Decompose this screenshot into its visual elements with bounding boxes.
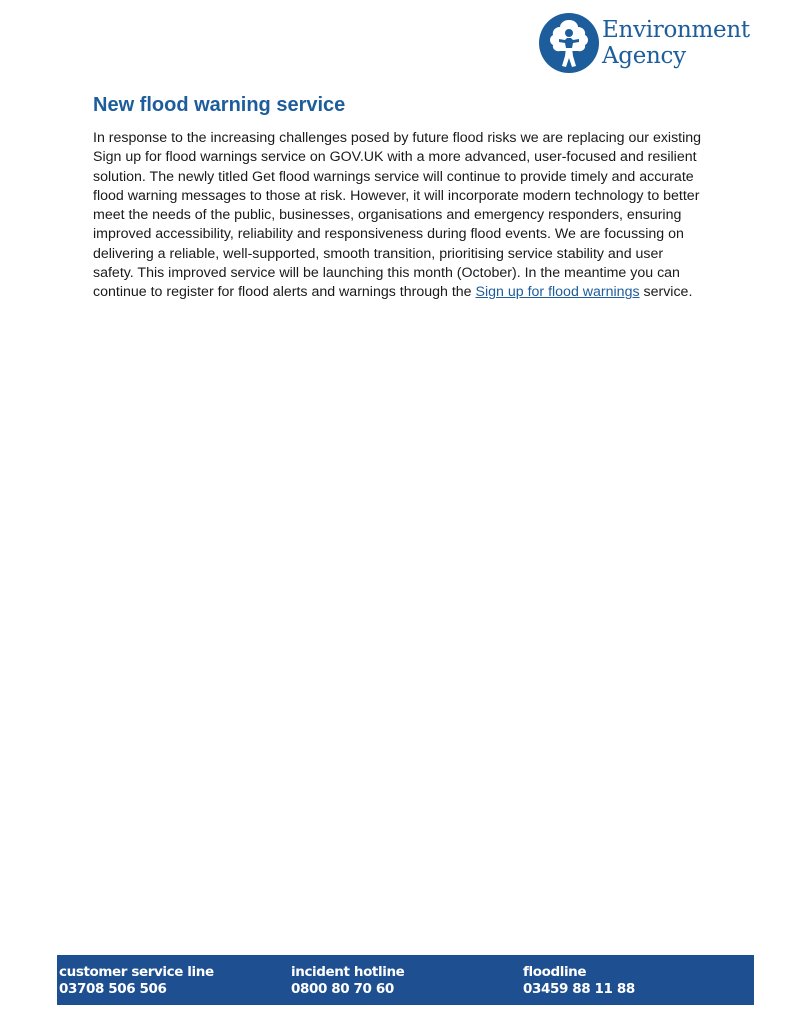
contact-floodline: [523, 964, 635, 998]
environment-agency-logo: [538, 12, 758, 78]
contact-footer: [57, 955, 754, 1005]
contact-label: floodline: [523, 964, 587, 980]
contact-customer-service: [59, 964, 214, 998]
paragraph-text: In response to the increasing challenges posed by future flood risks we are replacing our existing Sign up for flood warnings service on GOV.UK with a more advanced, user-focused and resilient solution. The newly titled Get flood warnings service will continue to provide timely and accurate flood warning messages to those at risk. However, it will incorporate modern technology to better meet the needs of the public, businesses, organisations and emergency responders, ensuring improved accessibility, reliability and responsiveness during flood events. We are focussing on delivering a reliable, well-supported, smooth transition, prioritising service stability and user safety. This improved service will be launching this month (October). In the meantime you can continue to register for flood alerts and warnings through the: [93, 130, 702, 301]
logo-name-line2: Agency: [602, 43, 686, 69]
tree-figure-icon: [538, 12, 600, 74]
contact-number: 03459 88 11 88: [523, 981, 635, 997]
contact-number: 03708 506 506: [59, 981, 167, 997]
contact-incident-hotline: [291, 964, 404, 998]
contact-label: incident hotline: [291, 964, 405, 980]
sign-up-link[interactable]: Sign up for flood warnings: [475, 284, 640, 301]
page-title: New flood warning service: [93, 94, 346, 116]
logo-name-line1: Environment: [602, 17, 750, 43]
paragraph-text-end: service.: [639, 284, 693, 301]
contact-label: customer service line: [59, 964, 214, 980]
body-paragraph: [93, 129, 703, 303]
contact-number: 0800 80 70 60: [291, 981, 394, 997]
